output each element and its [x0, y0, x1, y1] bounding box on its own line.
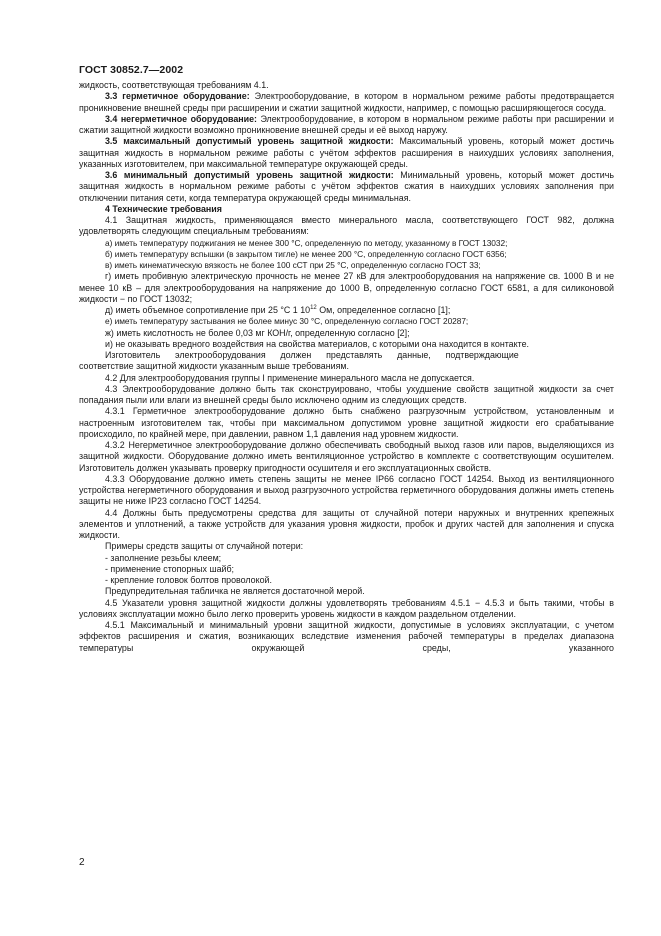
- definition-3-6-text: Минимальный уровень, который может достичь защитная жидкость в нормальном режиме работы с учётом эффектов сжатия в наихудших условиях заполнения при отключении питания сети, когда температура окружающей среды минимальная.: [79, 170, 615, 203]
- definition-3-3: [79, 91, 614, 114]
- continuation-paragraph: жидкость, соответствующая требованиям 4.1.: [79, 80, 269, 90]
- paragraph-4-3-1: 4.3.1 Герметичное электрооборудование должно быть снабжено разгрузочным устройством, установленным и настроенным изготовителем так, чтобы при максимальном допустимом уровне защитной жидкости его срабатывание происходило, по крайней мере, при давлении, равном 1,1 давления над уровнем жидкости.: [79, 406, 614, 439]
- definition-3-3-text: Электрооборудование, в котором в нормальном режиме работы предотвращается проникновение внешней среды при расширении и сжатии защитной жидкости, например, с помощью расширяющегося сосуда.: [79, 91, 614, 113]
- section-heading-4: 4 Технические требования: [105, 203, 222, 214]
- definition-3-6: [79, 170, 614, 204]
- manufacturer-paragraph-line-1: Изготовитель электрооборудования должен представлять данные, подтверждающие: [105, 350, 519, 360]
- paragraph-4-5-1: 4.5.1 Максимальный и минимальный уровни защитной жидкости, допустимые в условиях эксплуатации, с учетом эффектов расширения и сжатия, возникающих вследствие изменения рабочей температуры в пределах диапазона температуры окружающей среды, указанного: [79, 620, 614, 653]
- requirement-item-a: а) иметь температуру поджигания не менее 300 °С, определенную по методу, указанному в ГОСТ 13032;: [105, 237, 508, 248]
- requirement-item-d-text: д) иметь объемное сопротивление при 25 °С 1 10: [105, 305, 311, 315]
- definition-3-5: [79, 136, 614, 170]
- example-item: - крепление головок болтов проволокой.: [105, 575, 272, 585]
- paragraph-4-3-2: 4.3.2 Негерметичное электрооборудование должно обеспечивать свободный выход газов или паров, выделяющихся из защитной жидкости. Оборудование должно иметь вентиляционное устройство в комплекте с соответствующим осушителем. Изготовитель должен указывать проверку пригодности осушителя и его эксплуатационных свойств.: [79, 440, 614, 473]
- requirement-item-i: и) не оказывать вредного воздействия на свойства материалов, с которыми она находится в контакте.: [105, 338, 529, 349]
- term-3-4: 3.4 негерметичное оборудование:: [105, 113, 257, 124]
- example-item: - заполнение резьбы клеем;: [105, 552, 222, 563]
- term-3-3: 3.3 герметичное оборудование:: [105, 91, 250, 102]
- definition-3-5-text: Максимальный уровень, который может достичь защитная жидкость в нормальном режиме работы с учётом эффектов расширения в наихудших условиях заполнения, указанных изготовителем, при максимальной температуре окружающей среды.: [79, 136, 614, 169]
- requirement-item-g: г) иметь пробивную электрическую прочность не менее 27 кВ для электрооборудования на напряжение св. 1000 В и не менее 10 кВ – для электрооборудования на напряжение до 1000 В, определенную согласно ГОСТ 6581, а для силиконовой жидкости − по ГОСТ 13032;: [79, 271, 614, 304]
- exponent: 12: [310, 305, 317, 311]
- examples-intro: Примеры средств защиты от случайной потери:: [105, 541, 304, 552]
- page-number: 2: [79, 857, 85, 868]
- paragraph-4-3: 4.3 Электрооборудование должно быть так сконструировано, чтобы ухудшение свойств защитной жидкости за счет попадания пыли или влаги из внешней среды было исключено одним из следующих средств.: [79, 383, 614, 405]
- paragraph-4-2: 4.2 Для электрооборудования группы I применение минерального масла не допускается.: [105, 372, 475, 383]
- requirement-item-b: б) иметь температуру вспышки (в закрытом тигле) не менее 200 °С, определенную согласно ГОСТ 6356;: [105, 248, 507, 259]
- requirement-item-d: [79, 305, 614, 316]
- requirement-item-zh: ж) иметь кислотность не более 0,03 мг КОН/г, определенную согласно [2];: [105, 327, 410, 338]
- requirement-item-v: в) иметь кинематическую вязкость не более 100 сСТ при 25 °С, определенную согласно ГОСТ 33;: [105, 260, 481, 270]
- definition-3-4-text: Электрооборудование, в котором в нормальном режиме работы при расширении и сжатии защитной жидкости возможно проникновение внешней среды и её выход наружу.: [79, 113, 614, 135]
- paragraph-4-4: 4.4 Должны быть предусмотрены средства для защиты от случайной потери наружных и внутренних крепежных элементов и уплотнений, а также устройств для указания уровня жидкости, пробок и других частей для заполнения и спуска жидкости.: [79, 507, 614, 540]
- document-body: [79, 80, 614, 654]
- requirement-item-e: е) иметь температуру застывания не более минус 30 °С, определенную согласно ГОСТ 20287;: [105, 316, 469, 327]
- manufacturer-paragraph-line-2: соответствие защитной жидкости указанным выше требованиям.: [79, 361, 349, 372]
- standard-header: ГОСТ 30852.7—2002: [79, 64, 184, 76]
- warning-note: Предупредительная табличка не является достаточной мерой.: [105, 586, 365, 597]
- paragraph-4-1: 4.1 Защитная жидкость, применяющаяся вместо минерального масла, соответствующего ГОСТ 982, должна удовлетворять следующим специальным требованиям:: [79, 215, 614, 237]
- paragraph-4-3-3: 4.3.3 Оборудование должно иметь степень защиты не менее IP66 согласно ГОСТ 14254. Выход из вентиляционного устройства негерметичного оборудования и выход разгрузочного устройства герметичного оборудования должны иметь степень защиты не ниже IP23 согласно ГОСТ 14254.: [79, 473, 614, 507]
- definition-3-4: [79, 114, 614, 137]
- requirement-item-d-unit: Ом, определенное согласно [1];: [316, 305, 451, 315]
- paragraph-4-5: 4.5 Указатели уровня защитной жидкости должны удовлетворять требованиям 4.5.1 − 4.5.3 и быть такими, чтобы в условиях эксплуатации можно было легко проверить уровень жидкости в каждом раздельном отделении.: [79, 597, 614, 619]
- term-3-5: 3.5 максимальный допустимый уровень защитной жидкости:: [105, 136, 394, 147]
- term-3-6: 3.6 минимальный допустимый уровень защитной жидкости:: [105, 170, 394, 180]
- example-item: - применение стопорных шайб;: [105, 563, 235, 574]
